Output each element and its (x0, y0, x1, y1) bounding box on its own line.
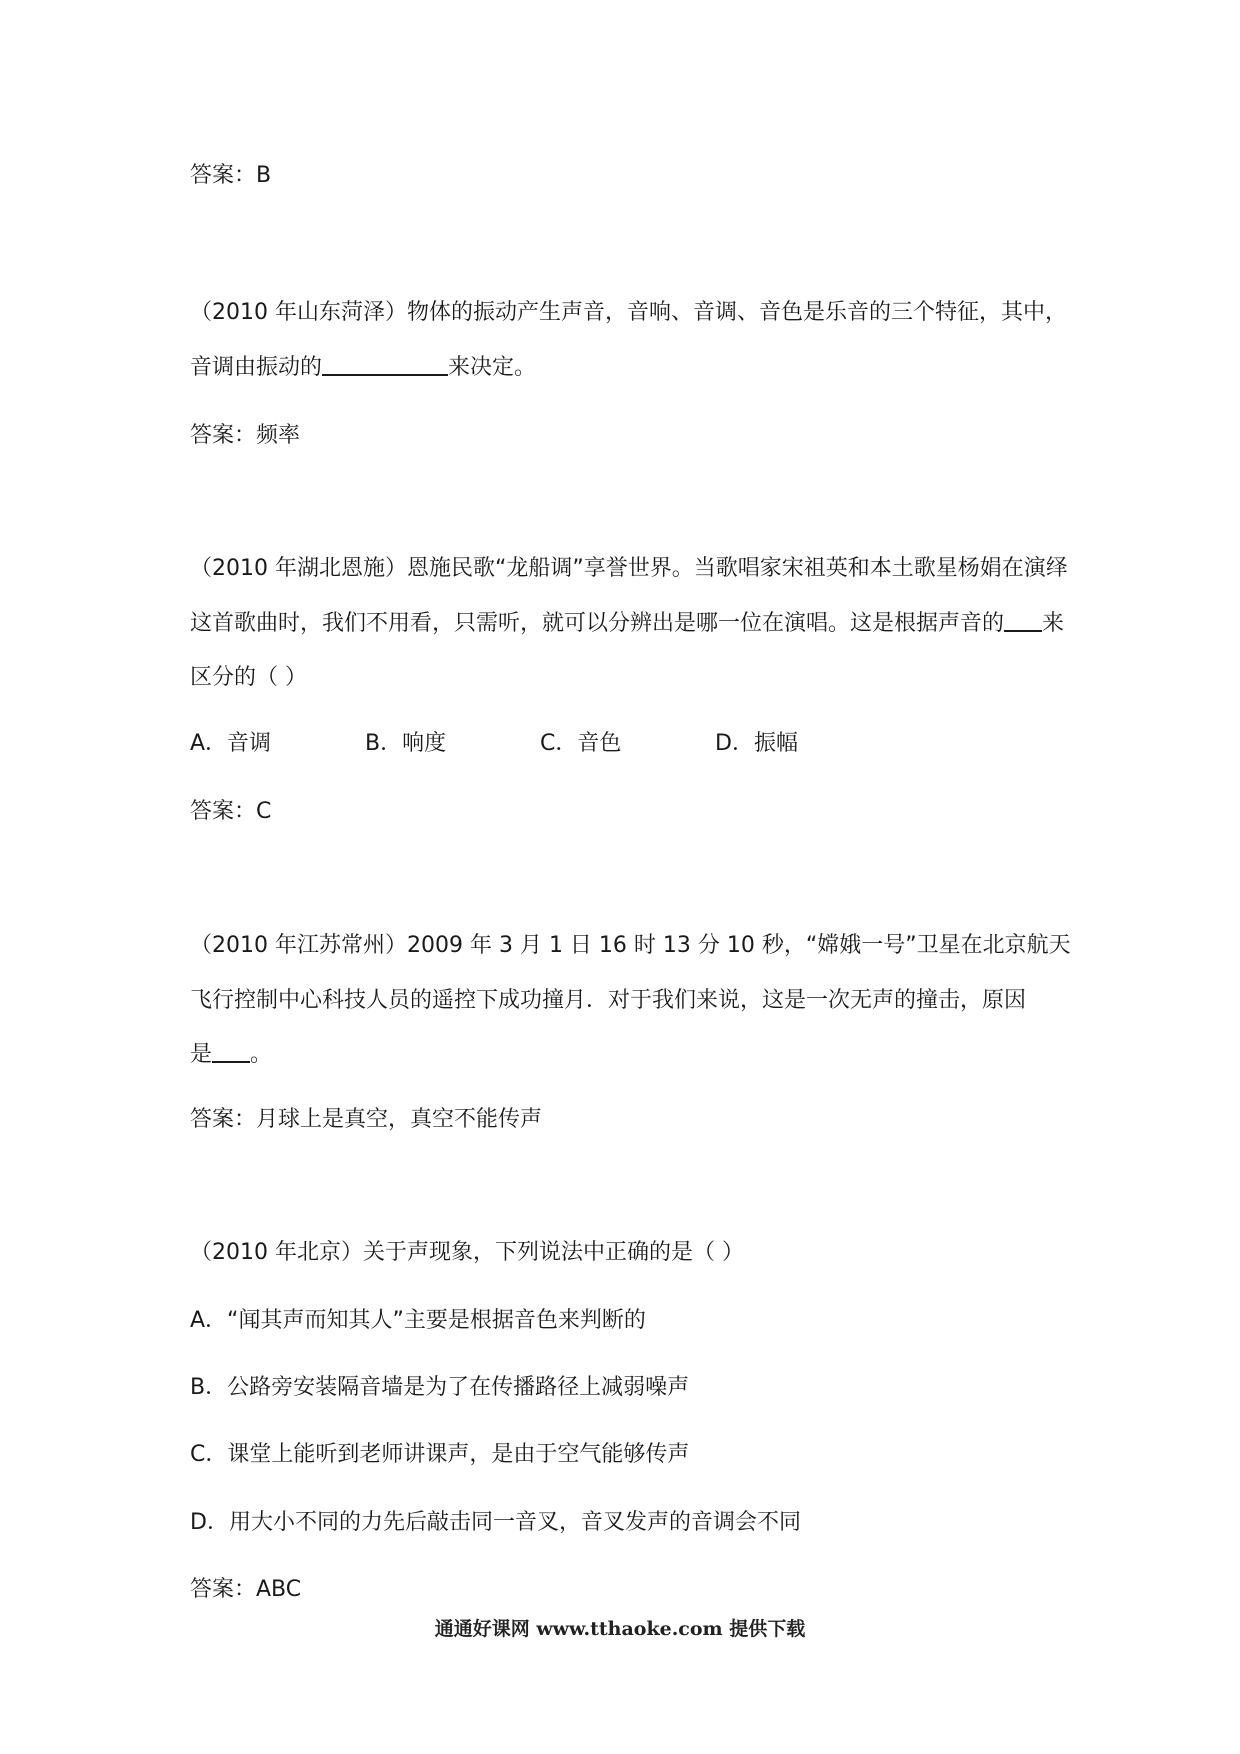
q2-line-2 (190, 608, 1100, 640)
q2-line-1: （2010 年湖北恩施）恩施民歌“龙船调”享誉世界。当歌唱家宋祖英和本土歌星杨娟在演绎 (190, 556, 1068, 581)
q3-line-2: 飞行控制中心科技人员的遥控下成功撞月．对于我们来说，这是一次无声的撞击，原因 (190, 988, 1027, 1013)
q3-line-3-post: 。 (250, 1042, 273, 1067)
q1-line-2-post: 来决定。 (448, 355, 537, 380)
q4-option-c: C．课堂上能听到老师讲课声，是由于空气能够传声 (190, 1442, 690, 1467)
answer-0: 答案：B (190, 163, 272, 188)
q2-option-b: B．响度 (365, 731, 447, 756)
q1-blank (322, 352, 448, 376)
q2-answer: 答案：C (190, 799, 272, 824)
q2-option-a: A．音调 (190, 731, 272, 756)
q1-line-2-pre: 音调由振动的 (190, 355, 323, 380)
footer-credit: 通通好课网 www.tthaoke.com 提供下载 (434, 1618, 806, 1640)
q4-option-a: A．“闻其声而知其人”主要是根据音色来判断的 (190, 1308, 646, 1333)
q1-answer: 答案：频率 (190, 423, 301, 448)
q3-line-3-pre: 是 (190, 1042, 213, 1067)
q3-line-3 (190, 1039, 1100, 1071)
q1-line-2 (190, 352, 1100, 384)
q3-answer: 答案：月球上是真空，真空不能传声 (190, 1107, 543, 1132)
q2-blank (1004, 608, 1042, 632)
q3-line-1: （2010 年江苏常州）2009 年 3 月 1 日 16 时 13 分 10 秒，“嫦娥一号”卫星在北京航天 (190, 933, 1071, 958)
q4-option-b: B．公路旁安装隔音墙是为了在传播路径上减弱噪声 (190, 1375, 690, 1400)
q4-line-1: （2010 年北京）关于声现象，下列说法中正确的是（ ） (190, 1240, 744, 1265)
q2-line-2-post: 来 (1042, 611, 1065, 636)
q4-option-d: D．用大小不同的力先后敲击同一音叉，音叉发声的音调会不同 (190, 1510, 801, 1535)
q2-line-2-pre: 这首歌曲时，我们不用看，只需听，就可以分辨出是哪一位在演唱。这是根据声音的 (190, 611, 1005, 636)
q4-answer: 答案：ABC (190, 1577, 302, 1602)
q1-line-1: （2010 年山东菏泽）物体的振动产生声音，音响、音调、音色是乐音的三个特征，其中， (190, 300, 1067, 325)
q2-option-c: C．音色 (540, 731, 622, 756)
q2-line-3: 区分的（ ） (190, 665, 307, 690)
q2-option-d: D．振幅 (715, 731, 798, 756)
q2-options (190, 728, 1100, 760)
q3-blank (212, 1039, 250, 1063)
